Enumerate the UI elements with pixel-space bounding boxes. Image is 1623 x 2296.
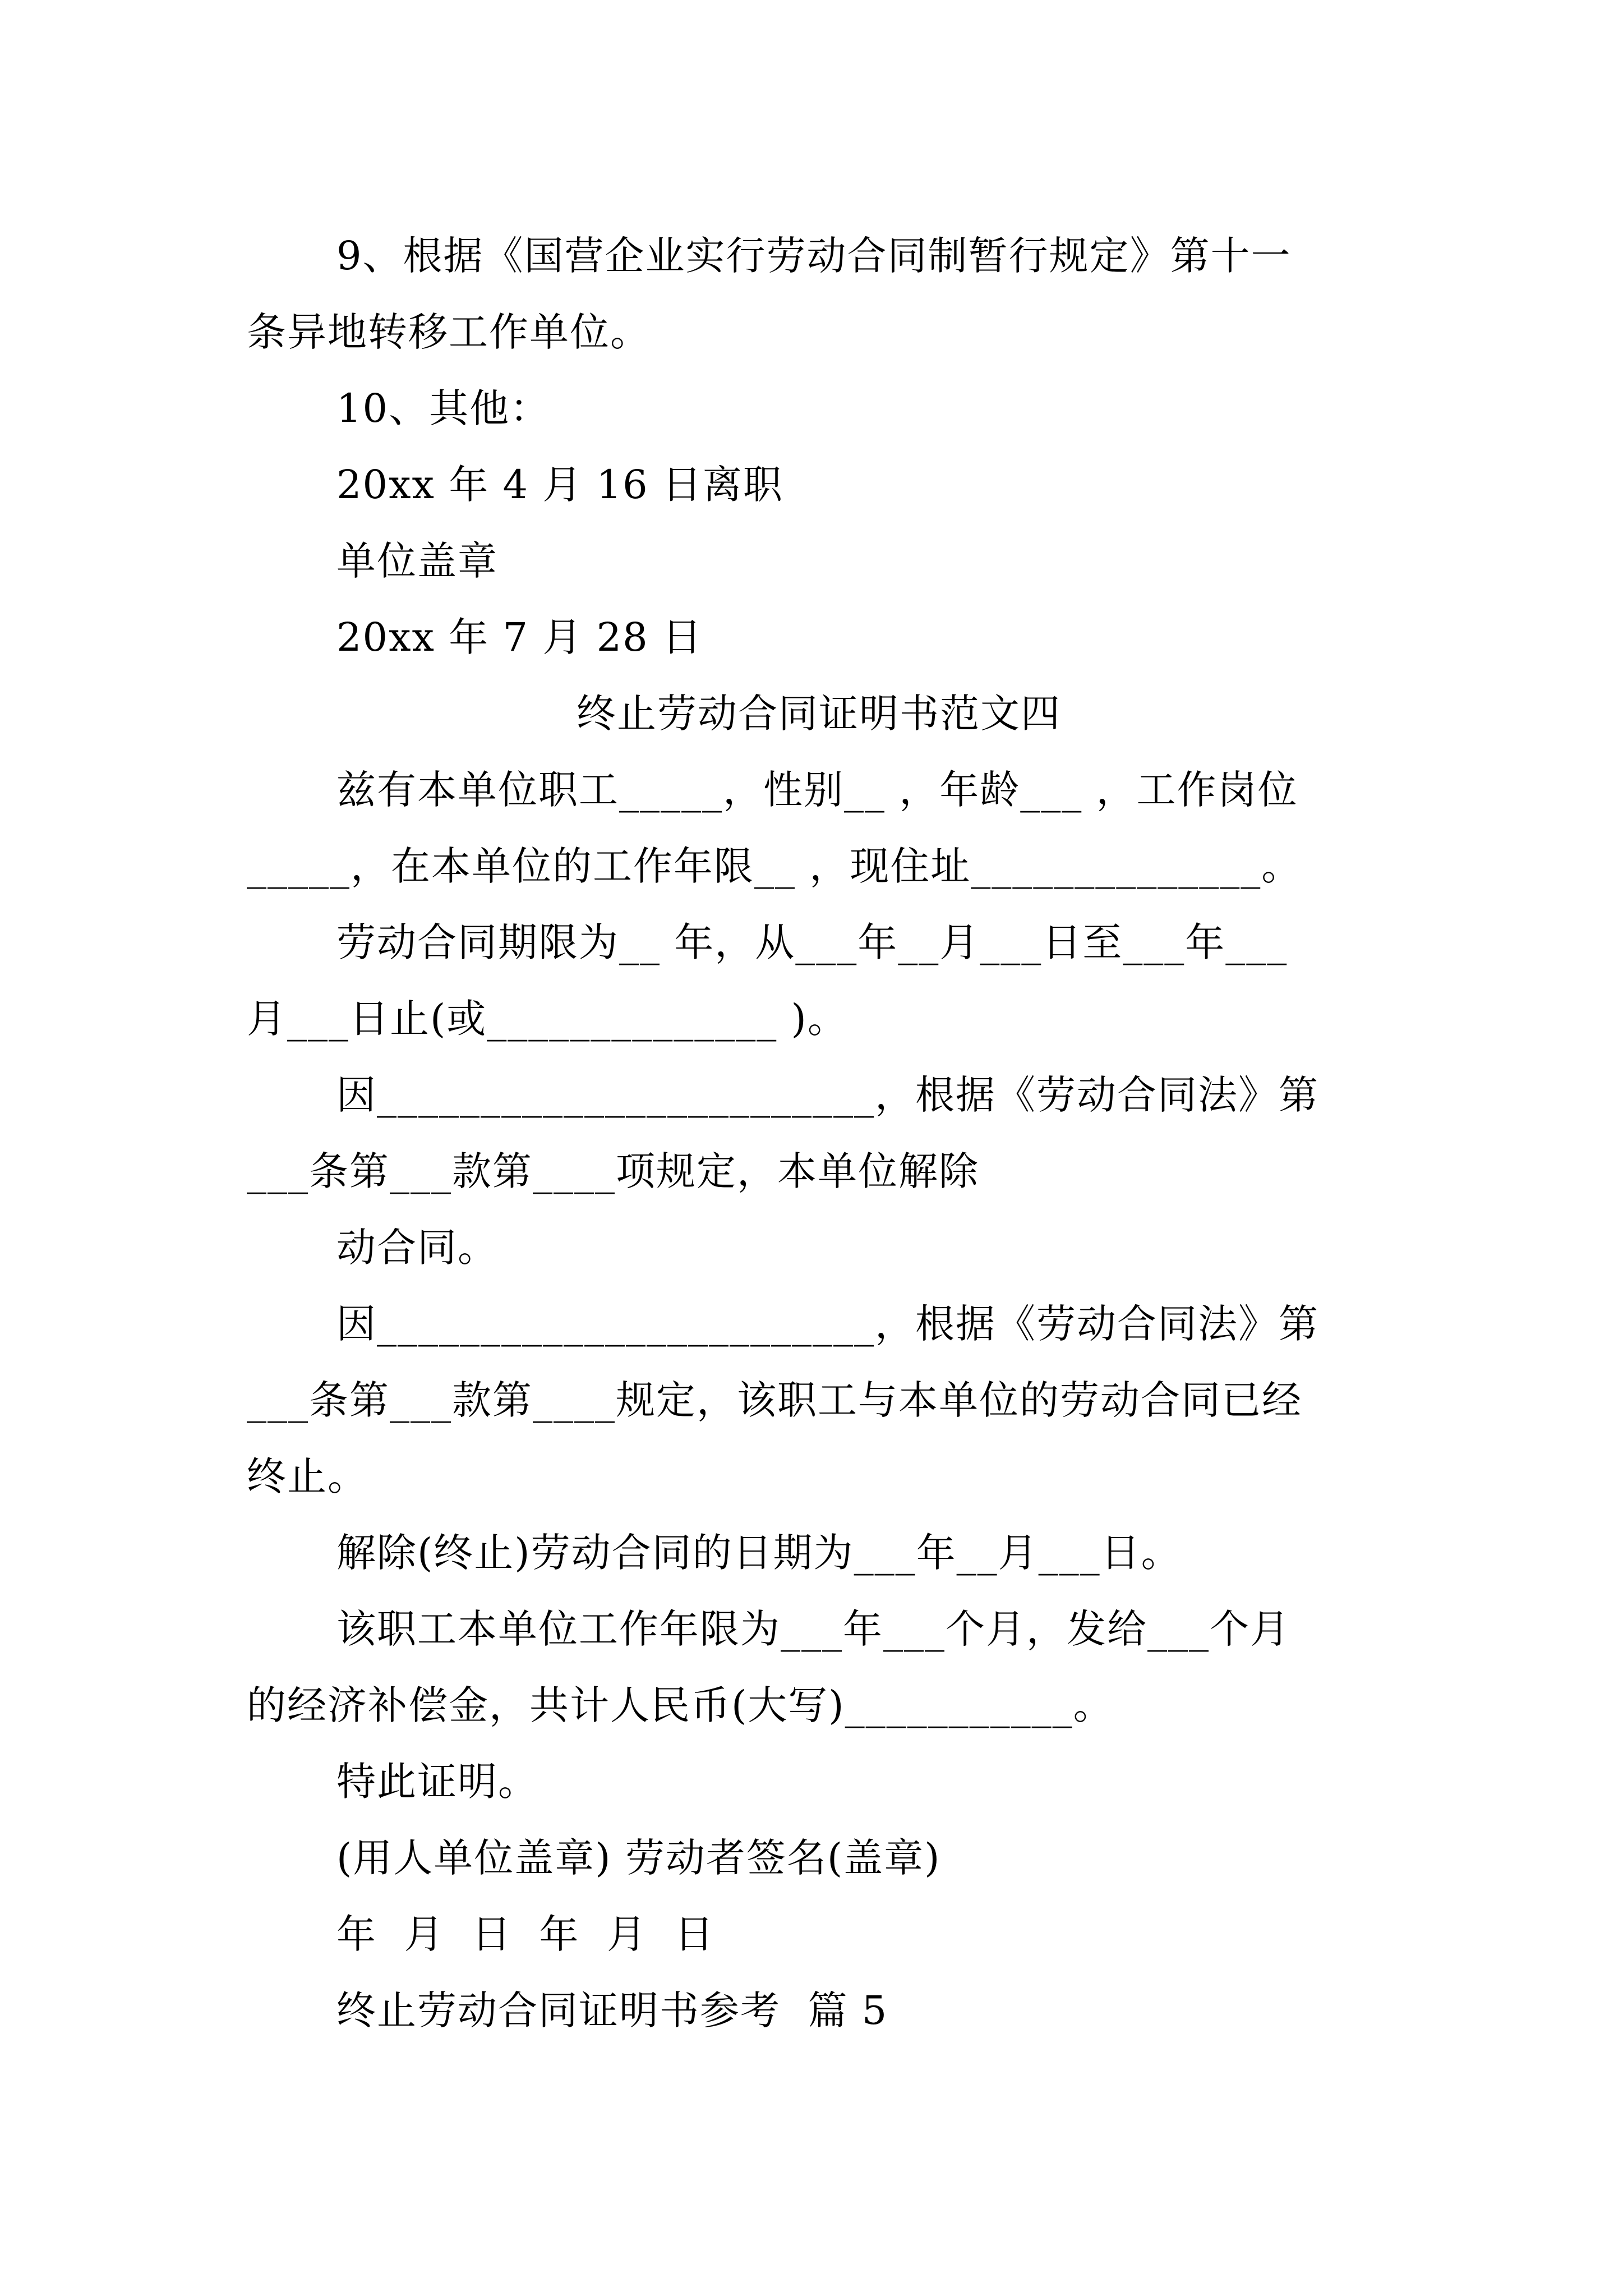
- section-heading: 终止劳动合同证明书参考 篇 5: [336, 1987, 888, 2033]
- paragraph-line: 因________________________，根据《劳动合同法》第: [336, 1072, 1319, 1118]
- paragraph-line: ___条第___款第____规定，该职工与本单位的劳动合同已经: [247, 1377, 1302, 1423]
- paragraph-line: 月___日止(或______________ )。: [247, 996, 848, 1042]
- paragraph-line: 10、其他：: [336, 385, 551, 431]
- date-placeholder-line: 年 月 日 年 月 日: [336, 1911, 715, 1957]
- paragraph-line: 劳动合同期限为__ 年，从___年__月___日至___年___: [336, 919, 1288, 965]
- paragraph-line: 动合同。: [336, 1225, 498, 1271]
- document-page: [247, 218, 1391, 2049]
- paragraph-line: 因________________________，根据《劳动合同法》第: [336, 1301, 1319, 1347]
- signature-line: (用人单位盖章) 劳动者签名(盖章): [336, 1835, 941, 1881]
- paragraph-line: _____，在本单位的工作年限__ ，现住址______________。: [247, 843, 1302, 889]
- paragraph-line: 特此证明。: [336, 1759, 538, 1805]
- paragraph-line: 9、根据《国营企业实行劳动合同制暂行规定》第十一: [336, 233, 1292, 279]
- paragraph-line: 条异地转移工作单位。: [247, 309, 651, 355]
- paragraph-line: 解除(终止)劳动合同的日期为___年__月___日。: [336, 1530, 1182, 1576]
- paragraph-line: 终止。: [247, 1453, 368, 1499]
- section-title: 终止劳动合同证明书范文四: [577, 691, 1061, 737]
- date-line: 20xx 年 4 月 16 日离职: [336, 462, 783, 508]
- stamp-label: 单位盖章: [336, 538, 498, 584]
- paragraph-line: ___条第___款第____项规定，本单位解除: [247, 1148, 979, 1194]
- paragraph-line: 的经济补偿金，共计人民币(大写)___________。: [247, 1682, 1114, 1728]
- paragraph-line: 兹有本单位职工_____，性别__ ，年龄___ ，工作岗位: [336, 767, 1298, 813]
- paragraph-line: 该职工本单位工作年限为___年___个月，发给___个月: [336, 1606, 1290, 1652]
- date-line: 20xx 年 7 月 28 日: [336, 614, 703, 660]
